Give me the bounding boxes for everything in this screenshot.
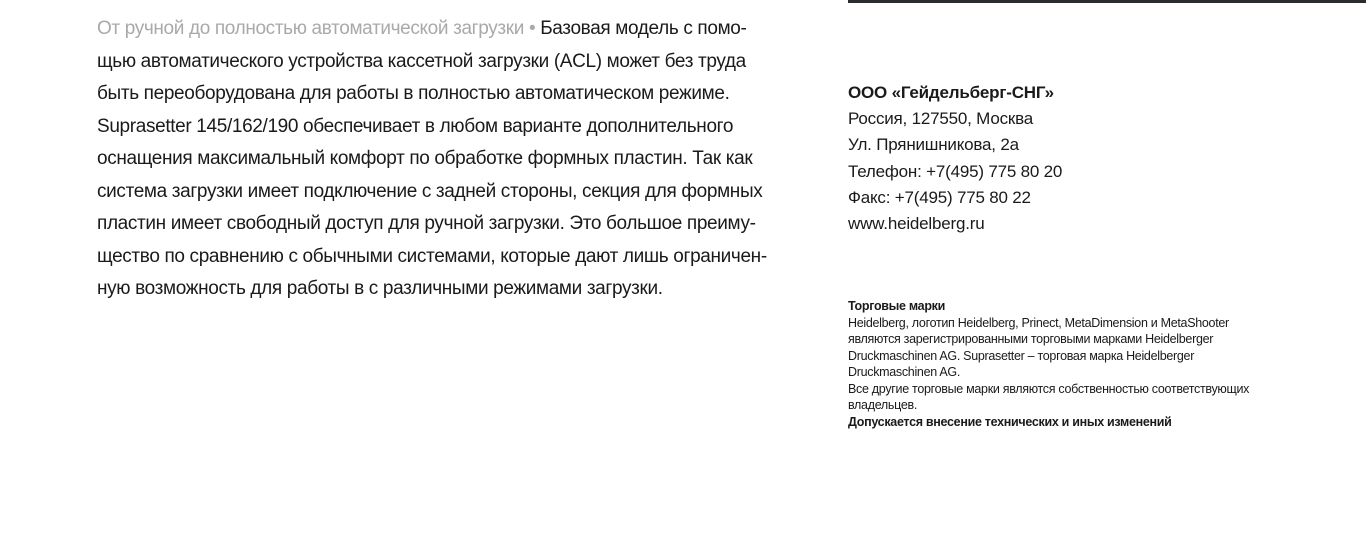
paragraph-line: оснащения максимальный комфорт по обработке формных пластин. Так как	[97, 148, 753, 169]
paragraph-line: быть переоборудована для работы в полностью автоматическом режиме.	[97, 83, 730, 104]
contact-phone: Телефон: +7(495) 775 80 20	[848, 161, 1063, 181]
lead-in-heading: От ручной до полностью автоматической загрузки	[97, 18, 524, 39]
paragraph-text: Базовая модель с помо-	[540, 18, 747, 39]
paragraph-line: пластин имеет свободный доступ для ручной загрузки. Это большое преиму-	[97, 213, 756, 234]
contact-fax: Факс: +7(495) 775 80 22	[848, 187, 1031, 207]
website-link[interactable]: www.heidelberg.ru	[848, 214, 985, 234]
paragraph-line: система загрузки имеет подключение с задней стороны, секция для формных	[97, 180, 763, 202]
trademark-line: владельцев.	[848, 398, 918, 412]
contact-city: Россия, 127550, Москва	[848, 109, 1034, 129]
paragraph-line: Suprasetter 145/162/190 обеспечивает в любом варианте дополнительного	[97, 115, 734, 137]
changes-disclaimer: Допускается внесение технических и иных изменений	[848, 414, 1172, 429]
trademark-line: Druckmaschinen AG.	[848, 365, 961, 379]
paragraph-line: щество по сравнению с обычными системами, которые дают лишь ограничен-	[97, 245, 767, 267]
trademark-line: Heidelberg, логотип Heidelberg, Prinect, MetaDimension и MetaShooter	[848, 315, 1229, 330]
paragraph-line: ную возможность для работы в с различными режимами загрузки.	[97, 278, 663, 299]
main-paragraph	[97, 13, 787, 306]
trademark-line: Druckmaschinen AG. Suprasetter – торговая марка Heidelberger	[848, 348, 1195, 363]
contact-block	[848, 80, 1308, 237]
trademark-heading: Торговые марки	[848, 299, 945, 313]
main-body-text	[97, 13, 787, 306]
trademark-notice	[848, 298, 1318, 430]
company-name: ООО «Гейдельберг-СНГ»	[848, 83, 1054, 102]
paragraph-line-1	[97, 13, 787, 46]
contact-street: Ул. Прянишникова, 2а	[848, 135, 1019, 155]
header-image-edge	[848, 0, 1366, 3]
trademark-line: Все другие торговые марки являются собственностью соответствующих	[848, 381, 1250, 396]
paragraph-line: щью автоматического устройства кассетной загрузки (ACL) может без труда	[97, 50, 746, 72]
bullet-separator: •	[528, 18, 536, 39]
trademark-line: являются зарегистрированными торговыми марками Heidelberger	[848, 332, 1214, 346]
